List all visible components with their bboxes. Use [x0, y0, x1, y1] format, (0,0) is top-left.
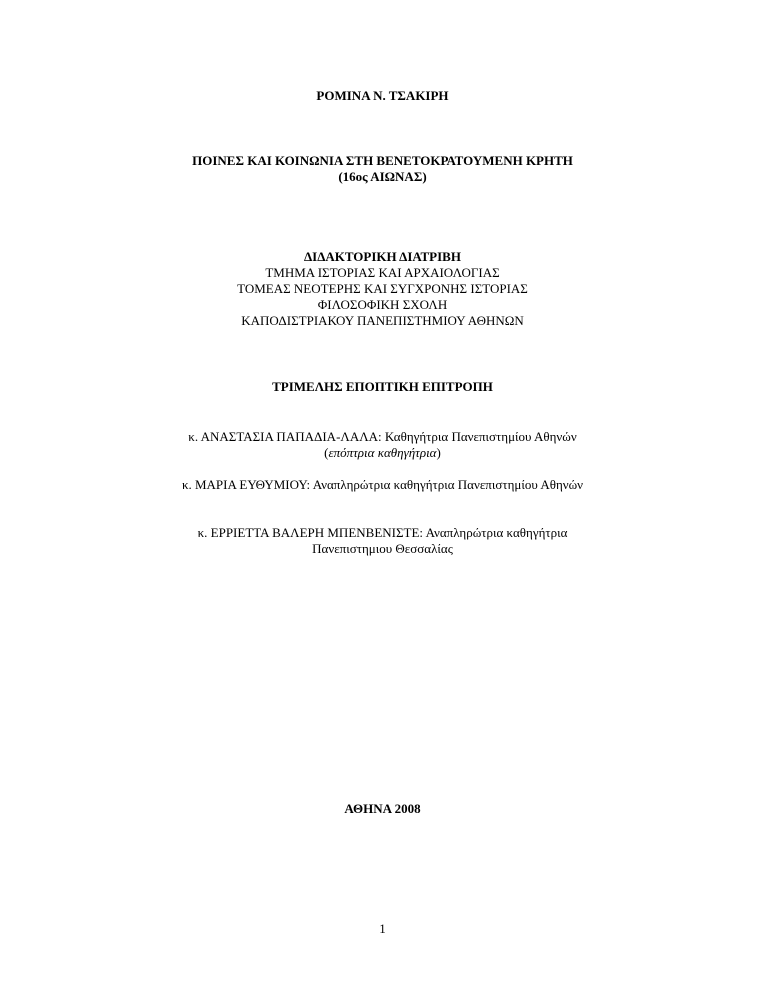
role-paren-open: ( [324, 445, 329, 460]
school: ΦΙΛΟΣΟΦΙΚΗ ΣΧΟΛΗ [317, 297, 448, 312]
thesis-title-line-2: (16ος ΑΙΩΝΑΣ) [338, 169, 427, 184]
committee-member-1-role [0, 445, 765, 461]
committee-heading: ΤΡΙΜΕΛΗΣ ΕΠΟΠΤΙΚΗ ΕΠΙΤΡΟΠΗ [272, 379, 493, 394]
role-paren-close: ) [436, 445, 441, 460]
supervisor-role: επόπτρια καθηγήτρια [328, 445, 437, 460]
thesis-title-line-1: ΠΟΙΝΕΣ ΚΑΙ ΚΟΙΝΩΝΙΑ ΣΤΗ ΒΕΝΕΤΟΚΡΑΤΟΥΜΕΝΗ ΚΡΗΤΗ [192, 153, 573, 168]
place-year: ΑΘΗΝΑ 2008 [344, 801, 421, 816]
committee-member-3-university: Πανεπιστημιου Θεσσαλίας [312, 541, 453, 556]
thesis-type: ΔΙΔΑΚΤΟΡΙΚΗ ΔΙΑΤΡΙΒΗ [304, 249, 461, 264]
department: ΤΜΗΜΑ ΙΣΤΟΡΙΑΣ ΚΑΙ ΑΡΧΑΙΟΛΟΓΙΑΣ [265, 265, 500, 280]
section: ΤΟΜΕΑΣ ΝΕΟΤΕΡΗΣ ΚΑΙ ΣΥΓΧΡΟΝΗΣ ΙΣΤΟΡΙΑΣ [237, 281, 528, 296]
author-name: ΡΟΜΙΝΑ Ν. ΤΣΑΚΙΡΗ [316, 88, 449, 103]
page-number: 1 [379, 921, 386, 936]
university: ΚΑΠΟΔΙΣΤΡΙΑΚΟΥ ΠΑΝΕΠΙΣΤΗΜΙΟΥ ΑΘΗΝΩΝ [241, 313, 524, 328]
committee-member-1: κ. ΑΝΑΣΤΑΣΙΑ ΠΑΠΑΔΙΑ-ΛΑΛΑ: Καθηγήτρια Πανεπιστημίου Αθηνών [188, 429, 577, 444]
committee-member-2: κ. ΜΑΡΙΑ ΕΥΘΥΜΙΟΥ: Αναπληρώτρια καθηγήτρια Πανεπιστημίου Αθηνών [181, 477, 584, 492]
committee-member-3: κ. ΕΡΡΙΕΤΤΑ ΒΑΛΕΡΗ ΜΠΕΝΒΕΝΙΣΤΕ: Αναπληρώτρια καθηγήτρια [197, 525, 568, 540]
